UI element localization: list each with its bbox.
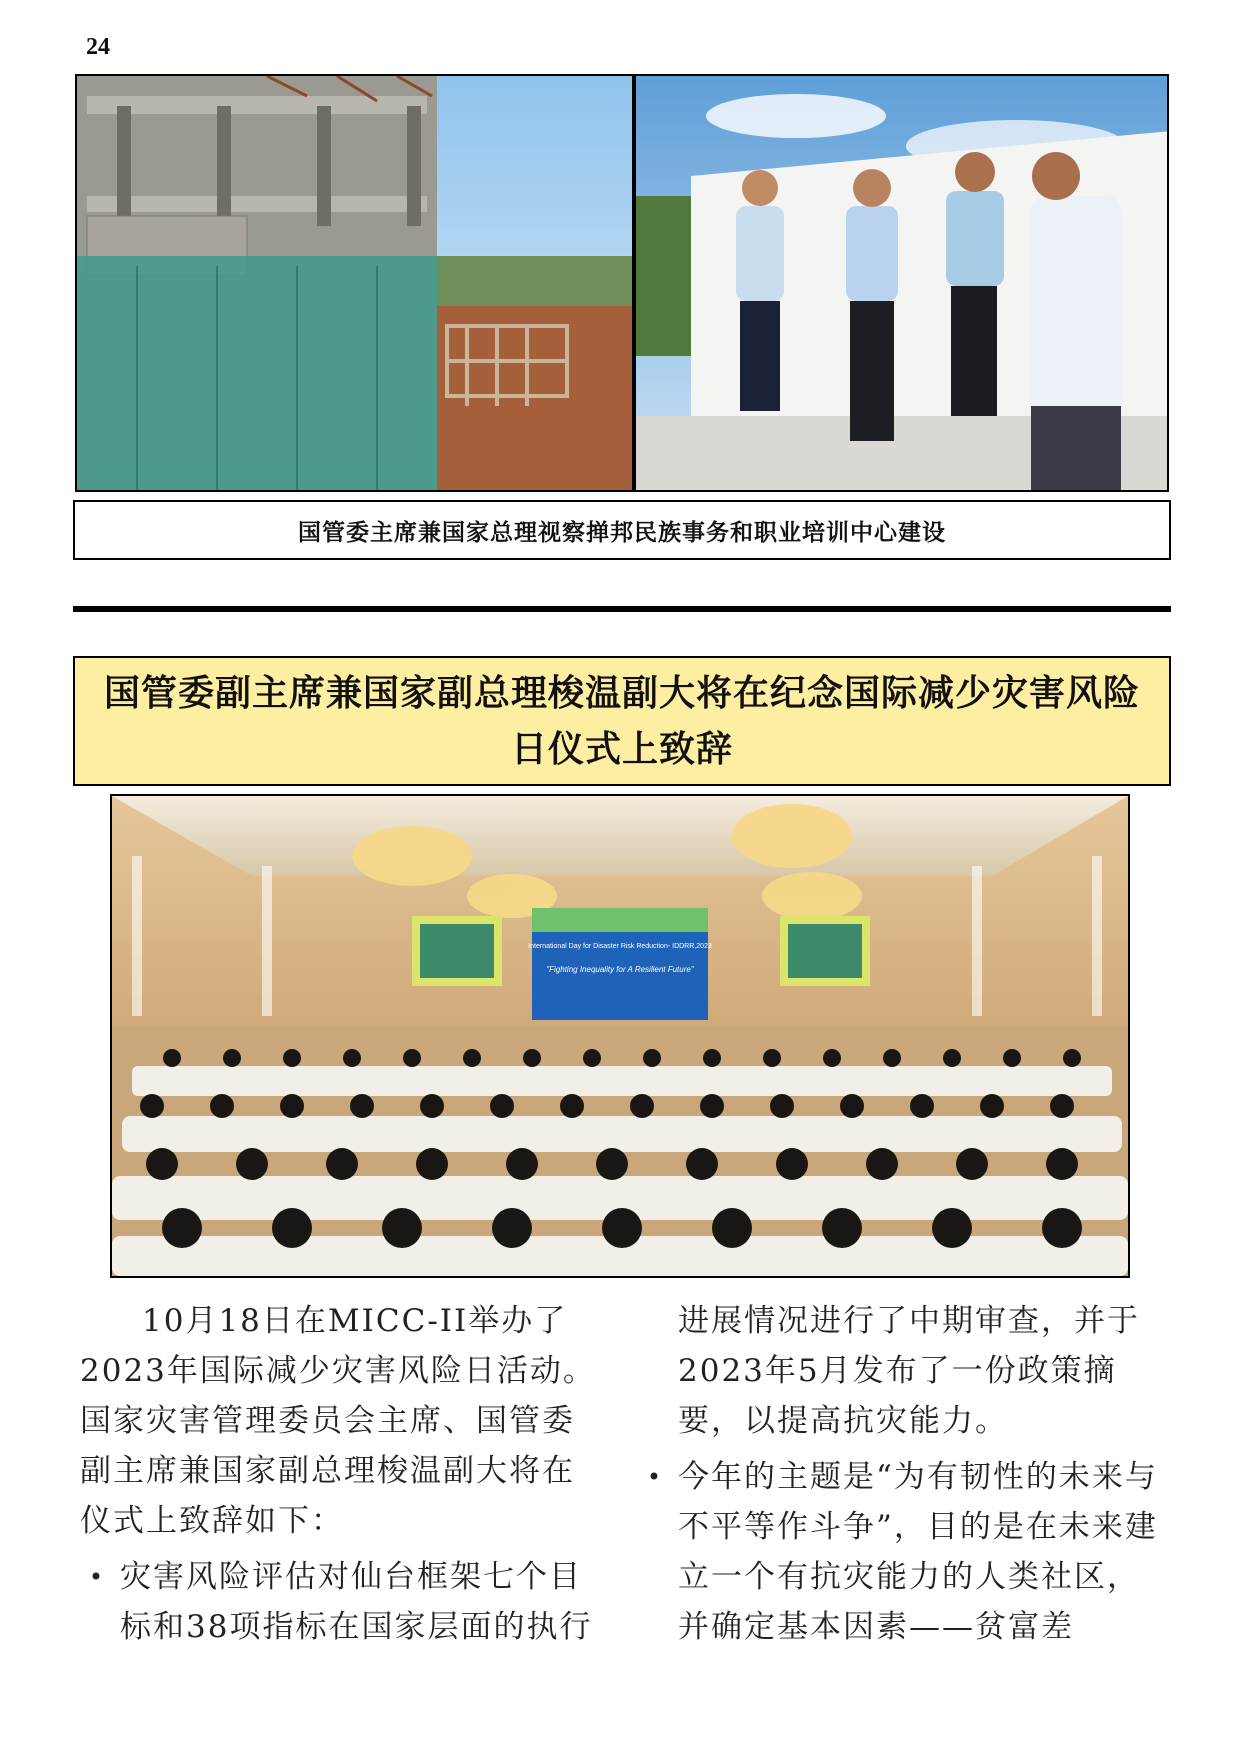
ceremony-hall-photo [110, 794, 1130, 1278]
screen-title: International Day for Disaster Risk Reduction- IDDRR,2023 [528, 943, 712, 950]
article-intro: 10月18日在MICC-II举办了2023年国际减少灾害风险日活动。国家灾害管理委员会主席、国管委副主席兼国家副总理梭温副大将在仪式上致辞如下： [80, 1303, 596, 1539]
bullet-item-1 [80, 1552, 602, 1652]
headline-line-2: 日仪式上致辞 [510, 728, 733, 770]
section-divider [73, 606, 1171, 612]
construction-site-photo [77, 76, 632, 490]
article-headline [73, 656, 1171, 786]
officials-inspection-photo [636, 76, 1167, 490]
bullet-item-2 [646, 1452, 1172, 1652]
bullet-2-text: 今年的主题是“为有韧性的未来与不平等作斗争”，目的是在未来建立一个有抗灾能力的人类社区，并确定基本因素——贫富差 [678, 1459, 1158, 1645]
top-photo-pair [75, 74, 1169, 492]
photo-caption: 国管委主席兼国家总理视察掸邦民族事务和职业培训中心建设 [73, 500, 1171, 560]
page-number: 24 [86, 34, 110, 60]
bullet-1-continued: 进展情况进行了中期审查，并于2023年5月发布了一份政策摘要，以提高抗灾能力。 [678, 1303, 1140, 1439]
article-column-right [646, 1296, 1172, 1652]
headline-line-1: 国管委副主席兼国家副总理梭温副大将在纪念国际减少灾害风险 [103, 672, 1140, 714]
bullet-1-text: 灾害风险评估对仙台框架七个目标和38项指标在国家层面的执行 [120, 1559, 593, 1645]
article-column-left [80, 1296, 602, 1652]
bullet-icon: • [88, 1563, 106, 1591]
screen-slogan: "Fighting Inequality for A Resilient Future" [546, 965, 694, 974]
bullet-icon: • [646, 1463, 664, 1491]
